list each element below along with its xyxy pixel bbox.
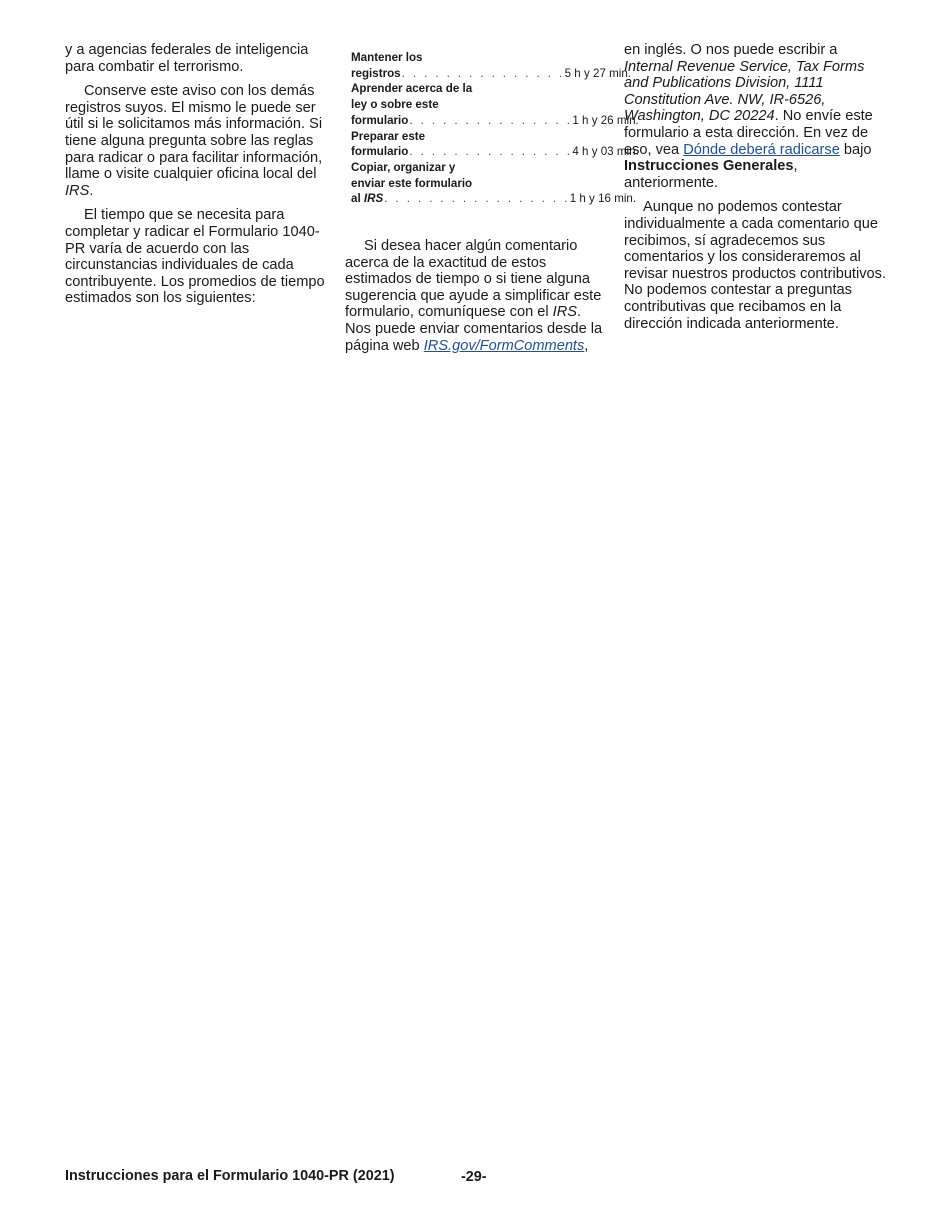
time-row [351,81,639,128]
column-right [624,42,886,340]
dot-leader: . . . . . . . . . . . . . . . [409,145,573,159]
time-row-label: Preparar este [351,129,426,143]
comments-text-end: , [584,337,589,354]
dot-leader: . . . . . . . . . . . . . . . [401,66,565,80]
time-row-label-last: registros [351,66,401,80]
comments-text: Si desea hacer algún comentario acerca de la exactitud de estos estimados de tiempo o si tiene alguna sugerencia que ayude a simplificar este formulario, comuníquese con el [345,238,602,321]
column-left [65,42,330,315]
dot-leader: . . . . . . . . . . . . . . . . . [384,192,570,206]
time-row-value: 1 h y 16 min. [569,192,637,206]
time-row-label: Aprender acerca de la [351,82,473,96]
irs-abbr: IRS [363,192,384,206]
page-number: -29- [461,1169,487,1185]
time-row-value: 1 h y 26 min. [572,113,639,127]
comments-text-mid: . Nos puede enviar comentarios desde la página web [345,304,603,354]
time-row-label: ley o sobre este [351,98,439,112]
paragraph-keep-notice [65,83,330,199]
time-row-label-last: formulario [351,145,409,159]
address-end: , anteriormente. [624,158,798,191]
form-comments-link[interactable] [424,338,585,354]
column-middle [345,238,607,362]
paragraph-terrorism: y a agencias federales de inteligencia para combatir el terrorismo. [65,42,309,75]
paragraph-comments [345,238,607,354]
paragraph-address [624,42,886,191]
irs-address: Internal Revenue Service, Tax Forms and Publications Division, 1111 Constitution Ave. NW, IR-6526, Washington, DC 20224 [624,58,865,125]
time-row-label-last: formulario [351,113,409,127]
time-row [351,160,637,207]
time-row-value: 5 h y 27 min. [564,66,632,80]
form-comments-link-text: IRS.gov/FormComments [423,337,585,354]
time-row-value: 4 h y 03 min. [572,145,639,159]
dot-leader: . . . . . . . . . . . . . . . [409,113,573,127]
address-intro: en inglés. O nos puede escribir a [624,42,838,58]
where-to-file-link[interactable]: Dónde deberá radicarse [683,141,840,158]
keep-notice-text: Conserve este aviso con los demás registros suyos. El mismo le puede ser útil si le solicitamos más información. Si tiene alguna pregunta sobre las reglas para radicar o para facilitar información, llame o visite cualquier oficina local del [65,83,323,183]
irs-abbr: IRS [552,304,577,321]
address-note-2: bajo [839,141,872,158]
irs-abbr: IRS [65,182,90,199]
footer-title: Instrucciones para el Formulario 1040-PR (2021) [65,1168,395,1184]
keep-notice-end: . [89,182,94,199]
time-row-label: Mantener los [351,51,423,64]
address-note: . No envíe este formulario a esta dirección. En vez de eso, vea [624,108,873,158]
time-row [351,129,639,160]
time-row [351,50,632,81]
general-instructions-ref: Instrucciones Generales [624,158,794,175]
time-row-label-last: al [351,192,364,206]
paragraph-time-needed: El tiempo que se necesita para completar y radicar el Formulario 1040-PR varía de acuerdo con las circunstancias individuales de cada contribuyente. Los promedios de tiempo estimados son los siguientes: [65,207,325,307]
time-estimates-table [351,50,639,207]
time-row-label: enviar este formulario [351,176,473,190]
paragraph-no-reply: Aunque no podemos contestar individualmente a cada comentario que recibimos, sí agradecemos sus comentarios y los consideraremos al revisar nuestros productos contributivos. No podemos contestar a preguntas contributivas que recibamos en la dirección indicada anteriormente. [624,199,886,332]
time-row-label: Copiar, organizar y [351,160,456,174]
